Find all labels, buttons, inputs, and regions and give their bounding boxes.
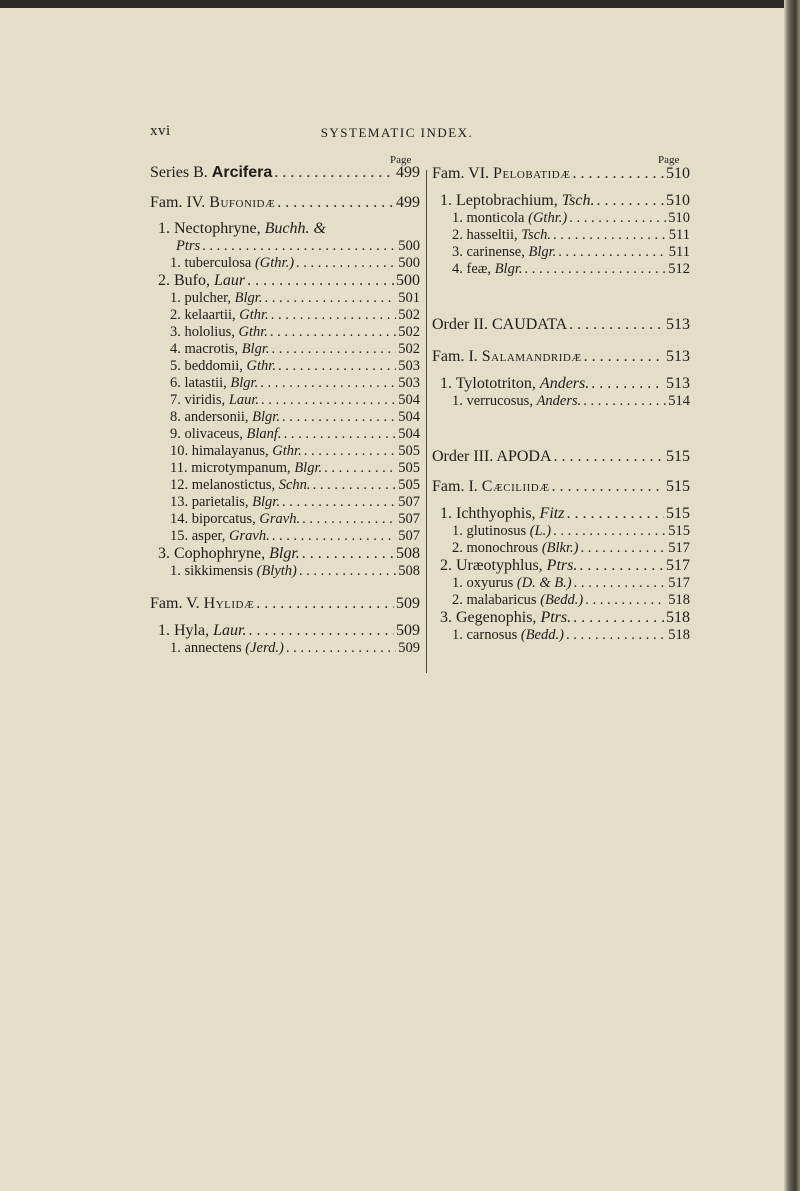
family-entry: Fam. VI. Pelobatidæ . . . 510 <box>432 165 690 183</box>
species-entry: 13. parietalis, Blgr. . . . 507 <box>170 494 420 511</box>
family-entry: Fam. V. Hylidæ . . . 509 <box>150 595 420 613</box>
genus-entry: 2. Bufo, Laur . . . 500 <box>158 272 420 290</box>
species-entry: 3. carinense, Blgr. . . . 511 <box>452 244 690 261</box>
species-entry: 15. asper, Gravh. . . . 507 <box>170 528 420 545</box>
species-entry: 2. monochrous (Blkr.) . . . 517 <box>452 540 690 557</box>
species-entry: 14. biporcatus, Gravh. . . . 507 <box>170 511 420 528</box>
page-title: SYSTEMATIC INDEX. <box>320 125 474 140</box>
running-header <box>0 123 784 143</box>
species-entry: 9. olivaceus, Blanf. . . . 504 <box>170 426 420 443</box>
species-entry: 1. pulcher, Blgr. . . . 501 <box>170 290 420 307</box>
species-entry: 4. feæ, Blgr. . . . 512 <box>452 261 690 278</box>
page-caption: Page <box>658 154 680 166</box>
species-entry: 5. beddomii, Gthr. . . . 503 <box>170 358 420 375</box>
genus-entry: 1. Tylototriton, Anders. . . . 513 <box>440 375 690 393</box>
species-entry: 8. andersonii, Blgr. . . . 504 <box>170 409 420 426</box>
genus-entry: 3. Gegenophis, Ptrs. . . . 518 <box>440 609 690 627</box>
page-caption: Page <box>390 154 412 166</box>
species-entry: 1. verrucosus, Anders. . . . 514 <box>452 393 690 410</box>
species-entry: 10. himalayanus, Gthr. . . . 505 <box>170 443 420 460</box>
series-entry: Series B. Arcifera . . . 499 <box>150 164 420 182</box>
species-entry: 2. malabaricus (Bedd.) . . . 518 <box>452 592 690 609</box>
species-entry: 3. hololius, Gthr. . . . 502 <box>170 324 420 341</box>
species-entry: 1. carnosus (Bedd.) . . . 518 <box>452 627 690 644</box>
species-entry: 1. oxyurus (D. & B.) . . . 517 <box>452 575 690 592</box>
genus-entry: 1. Hyla, Laur. . . . 509 <box>158 622 420 640</box>
family-entry: Fam. I. Salamandridæ . . . 513 <box>432 348 690 366</box>
species-entry: 12. melanostictus, Schn. . . . 505 <box>170 477 420 494</box>
genus-entry: 2. Uræotyphlus, Ptrs. . . . 517 <box>440 557 690 575</box>
page-number: xvi <box>150 123 171 139</box>
index-page <box>0 8 784 1191</box>
species-entry: 1. glutinosus (L.) . . . 515 <box>452 523 690 540</box>
species-entry: 4. macrotis, Blgr. . . . 502 <box>170 341 420 358</box>
genus-entry-continued: Ptrs . . . 500 <box>176 238 420 255</box>
genus-entry: 1. Leptobrachium, Tsch. . . . 510 <box>440 192 690 210</box>
scan-top-edge <box>0 0 800 8</box>
genus-entry: 1. Ichthyophis, Fitz . . . 515 <box>440 505 690 523</box>
book-spine-edge <box>784 0 800 1191</box>
species-entry: 1. monticola (Gthr.) . . . 510 <box>452 210 690 227</box>
order-entry: Order III. APODA . . . 515 <box>432 448 690 466</box>
species-entry: 1. sikkimensis (Blyth) . . . 508 <box>170 563 420 580</box>
species-entry: 6. latastii, Blgr. . . . 503 <box>170 375 420 392</box>
genus-entry: 1. Nectophryne, Buchh. & <box>158 220 326 237</box>
species-entry: 2. hasseltii, Tsch. . . . 511 <box>452 227 690 244</box>
family-entry: Fam. I. Cæciliidæ . . . 515 <box>432 478 690 496</box>
species-entry: 1. annectens (Jerd.) . . . 509 <box>170 640 420 657</box>
species-entry: 1. tuberculosa (Gthr.) . . . 500 <box>170 255 420 272</box>
column-divider <box>426 170 427 673</box>
order-entry: Order II. CAUDATA . . . 513 <box>432 316 690 334</box>
species-entry: 11. microtympanum, Blgr. . . . 505 <box>170 460 420 477</box>
species-entry: 2. kelaartii, Gthr. . . . 502 <box>170 307 420 324</box>
species-entry: 7. viridis, Laur. . . . 504 <box>170 392 420 409</box>
genus-entry: 3. Cophophryne, Blgr. . . . 508 <box>158 545 420 563</box>
family-entry: Fam. IV. Bufonidæ . . . 499 <box>150 194 420 212</box>
